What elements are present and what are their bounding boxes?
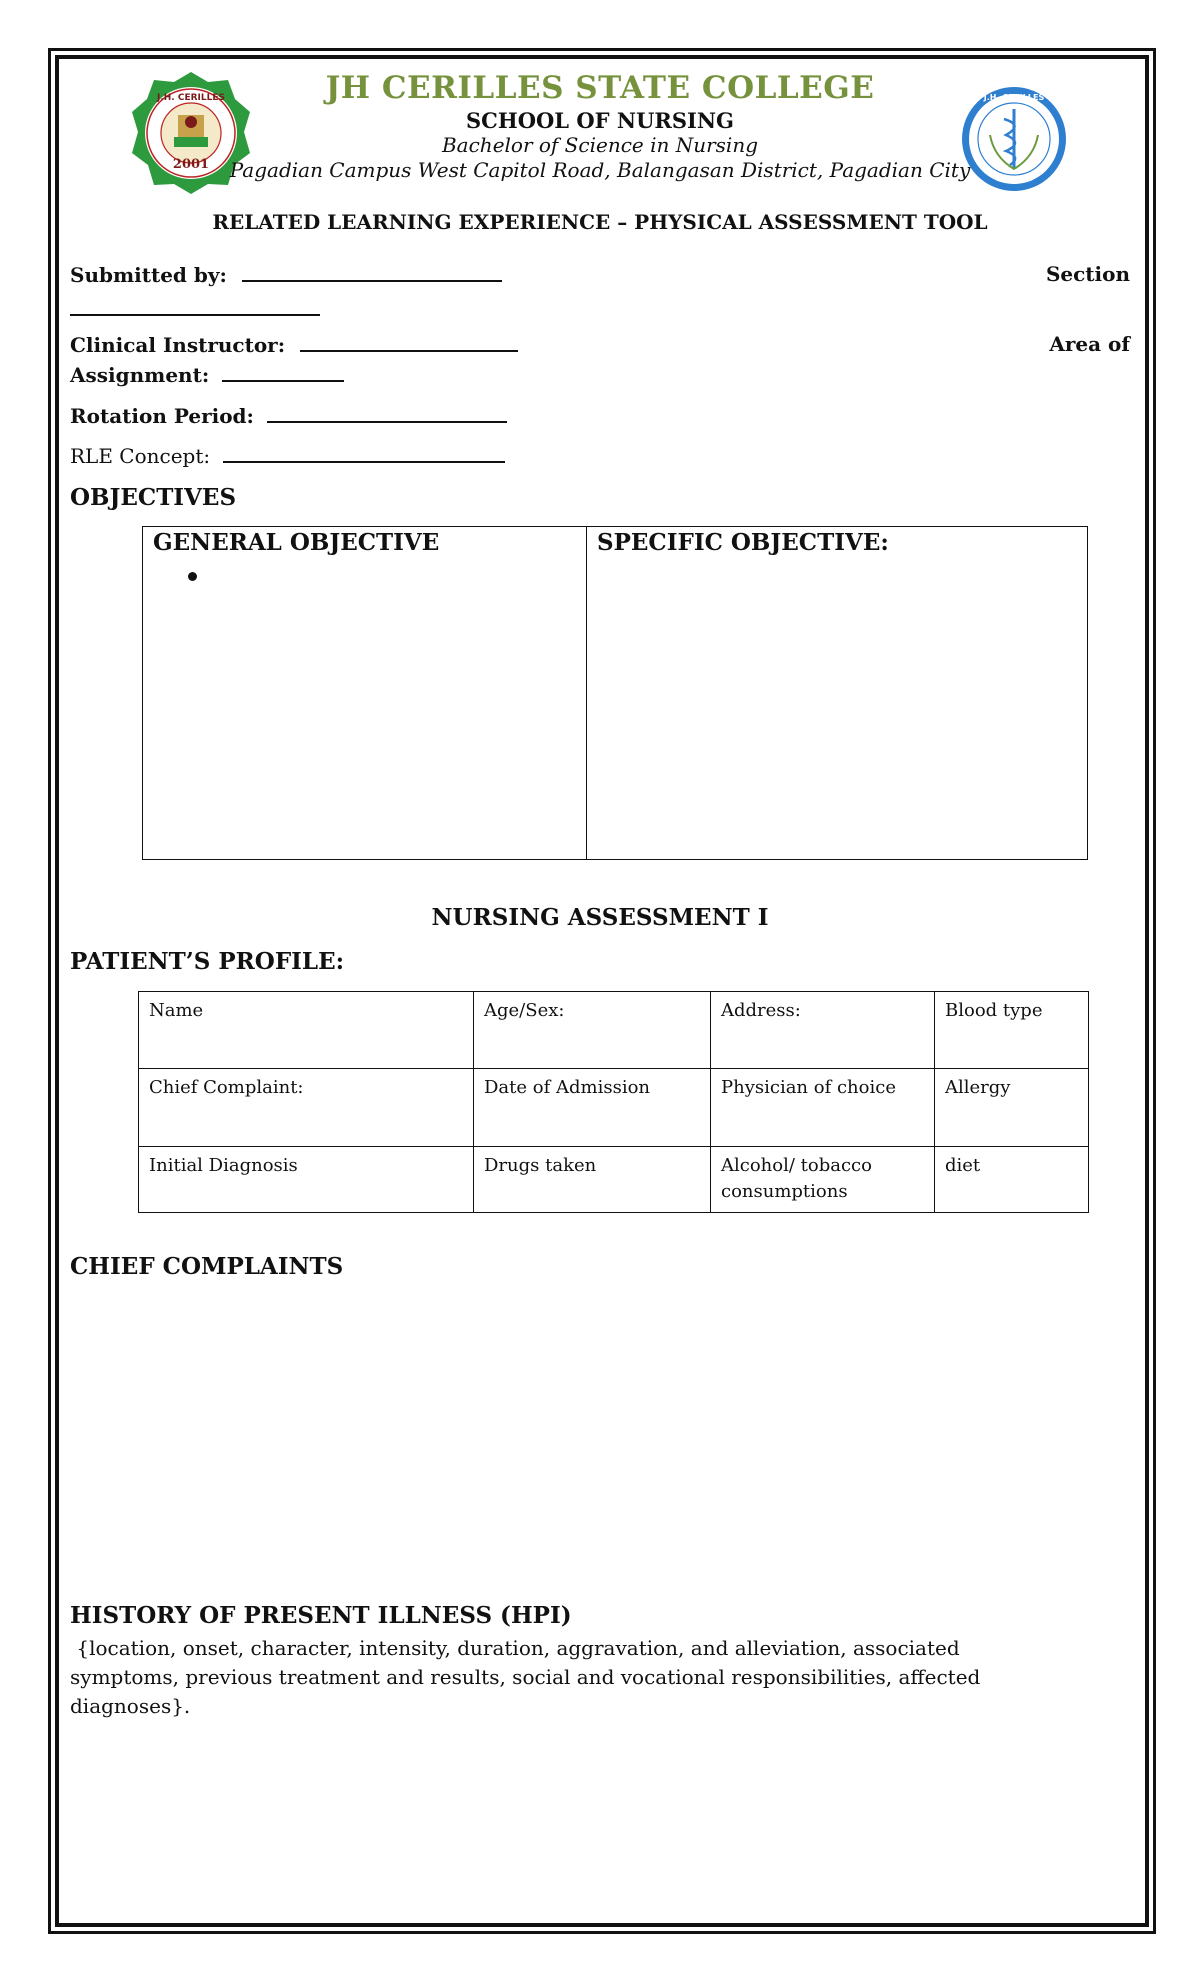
chief-complaints-heading: CHIEF COMPLAINTS [70, 1253, 344, 1280]
school-name: SCHOOL OF NURSING [466, 108, 734, 133]
patient-profile-table [138, 991, 1089, 1213]
table-row [139, 1147, 1089, 1213]
rle-concept-label: RLE Concept: [70, 444, 211, 468]
general-objective-heading: GENERAL OBJECTIVE [153, 529, 440, 556]
clinical-instructor-label: Clinical Instructor: [70, 333, 286, 357]
rotation-period-label: Rotation Period: [70, 404, 254, 428]
section-label: Section [1045, 262, 1130, 286]
general-objective-cell[interactable] [143, 527, 587, 859]
table-row [139, 1069, 1089, 1147]
rotation-period-blank[interactable] [267, 403, 507, 423]
table-cell[interactable]: Alcohol/ tobacco consumptions [711, 1147, 935, 1213]
clinical-instructor-blank[interactable] [300, 332, 518, 352]
section-field [70, 296, 320, 320]
hpi-heading: HISTORY OF PRESENT ILLNESS (HPI) [70, 1602, 572, 1629]
rle-concept-field [70, 443, 505, 468]
table-cell[interactable]: Drugs taken [474, 1147, 711, 1213]
table-cell[interactable]: Chief Complaint: [139, 1069, 474, 1147]
rotation-period-field [70, 403, 507, 428]
table-row [139, 992, 1089, 1069]
table-cell[interactable]: Initial Diagnosis [139, 1147, 474, 1213]
submitted-by-label: Submitted by: [70, 263, 227, 287]
objectives-table [142, 526, 1088, 860]
seal-year: 2001 [172, 157, 210, 172]
hpi-instructions-text: {location, onset, character, intensity, duration, aggravation, and alleviation, associated symptoms, previous treatment and results, social and vocational responsibilities, affected diagnoses}. [70, 1636, 981, 1718]
submitted-by-blank[interactable] [242, 262, 502, 282]
section-blank[interactable] [70, 296, 320, 316]
patient-profile-heading: PATIENT’S PROFILE: [70, 948, 345, 975]
table-cell[interactable]: Allergy [935, 1069, 1089, 1147]
table-cell[interactable]: Blood type [935, 992, 1089, 1069]
table-cell[interactable]: Date of Admission [474, 1069, 711, 1147]
table-cell[interactable]: diet [935, 1147, 1089, 1213]
college-name: JH CERILLES STATE COLLEGE [325, 70, 875, 106]
campus-address: Pagadian Campus West Capitol Road, Balangasan District, Pagadian City [229, 158, 971, 182]
area-of-label: Area of [1049, 332, 1130, 356]
specific-objective-heading: SPECIFIC OBJECTIVE: [597, 529, 889, 556]
submitted-by-field [70, 262, 502, 287]
clinical-instructor-field [70, 332, 518, 357]
assignment-blank[interactable] [222, 362, 344, 382]
table-cell[interactable]: Physician of choice [711, 1069, 935, 1147]
svg-text:J.H. CERILLES: J.H. CERILLES [983, 93, 1045, 102]
assignment-label: Assignment: [70, 363, 210, 387]
bullet-point [188, 572, 197, 581]
nursing-assessment-title: NURSING ASSESSMENT I [431, 904, 769, 931]
rle-concept-blank[interactable] [223, 443, 505, 463]
hpi-instructions [70, 1634, 1070, 1721]
svg-text:J.H. CERILLES: J.H. CERILLES [157, 93, 225, 103]
form-title: RELATED LEARNING EXPERIENCE – PHYSICAL ASSESSMENT TOOL [212, 210, 988, 234]
objectives-heading: OBJECTIVES [70, 484, 237, 511]
specific-objective-cell[interactable] [587, 527, 1087, 859]
table-cell[interactable]: Address: [711, 992, 935, 1069]
table-cell[interactable]: Name [139, 992, 474, 1069]
table-cell[interactable]: Age/Sex: [474, 992, 711, 1069]
assignment-field [70, 362, 344, 387]
program-name: Bachelor of Science in Nursing [441, 133, 759, 157]
